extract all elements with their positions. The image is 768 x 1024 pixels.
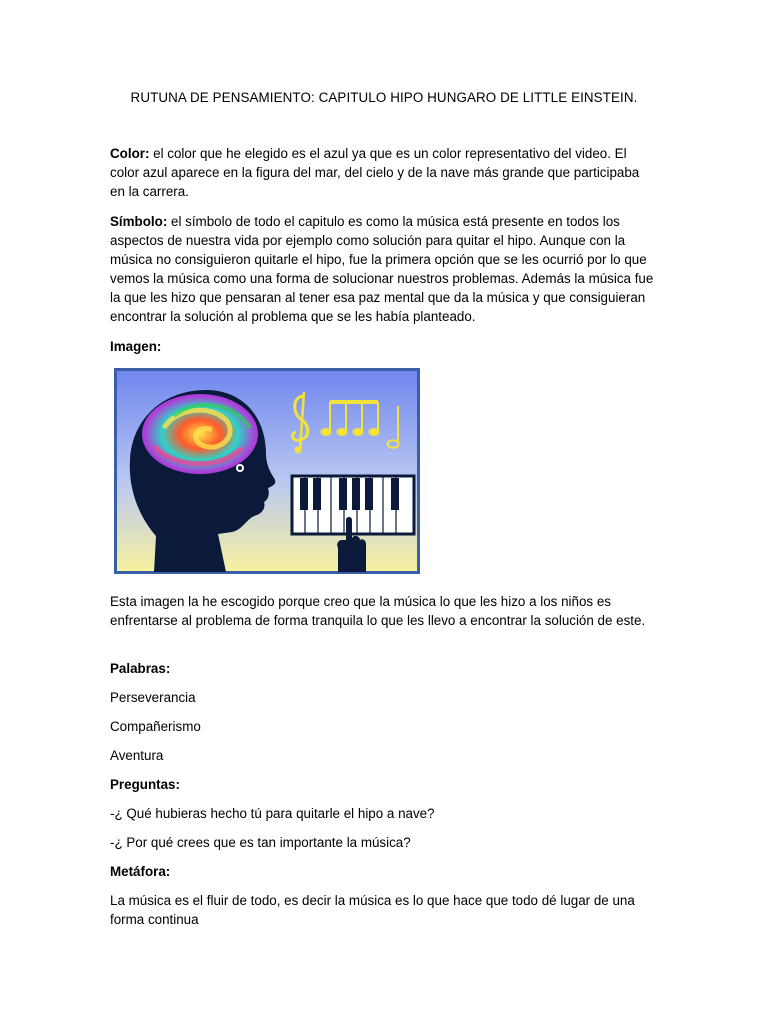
- pregunta-item: -¿ Por qué crees que es tan importante la música?: [110, 835, 411, 850]
- metafora-label: Metáfora:: [110, 864, 171, 879]
- palabra-item: Aventura: [110, 748, 164, 763]
- metafora-text: La música es el fluir de todo, es decir la música es lo que hace que todo dé lugar de una forma continua: [110, 893, 635, 927]
- color-label: Color:: [110, 146, 150, 161]
- imagen-paragraph: [110, 592, 655, 630]
- simbolo-text: el símbolo de todo el capitulo es como la música está presente en todos los aspectos de nuestra vida por ejemplo como solución para quitar el hipo. Aunque con la música no consiguieron quitarle el hipo, fue la primera opción que se les ocurrió por lo que vemos la música como una forma de solucionar nuestros problemas. Además la música fue la que les hizo que pensaran al tener esa paz mental que da la música y que consiguieran encontrar la solución al problema que se les había planteado.: [110, 214, 654, 324]
- simbolo-label: Símbolo:: [110, 214, 168, 229]
- page-title: RUTUNA DE PENSAMIENTO: CAPITULO HIPO HUNGARO DE LITTLE EINSTEIN.: [130, 90, 638, 105]
- palabra-item: Perseverancia: [110, 690, 196, 705]
- piano-keyboard-icon: [292, 476, 414, 534]
- imagen-label: Imagen:: [110, 339, 162, 354]
- music-brain-illustration: [114, 368, 420, 574]
- palabras-label: Palabras:: [110, 661, 171, 676]
- preguntas-label: Preguntas:: [110, 777, 180, 792]
- simbolo-paragraph: [110, 212, 655, 326]
- color-paragraph: [110, 144, 655, 201]
- imagen-text: Esta imagen la he escogido porque creo que la música lo que les hizo a los niños es enfrentarse al problema de forma tranquila lo que les llevo a encontrar la solución de este.: [110, 594, 646, 628]
- pregunta-item: -¿ Qué hubieras hecho tú para quitarle el hipo a nave?: [110, 806, 435, 821]
- metafora-paragraph: [110, 891, 655, 929]
- color-text: el color que he elegido es el azul ya que es un color representativo del video. El color azul aparece en la figura del mar, del cielo y de la nave más grande que participaba en la carrera.: [110, 146, 640, 199]
- palabra-item: Compañerismo: [110, 719, 201, 734]
